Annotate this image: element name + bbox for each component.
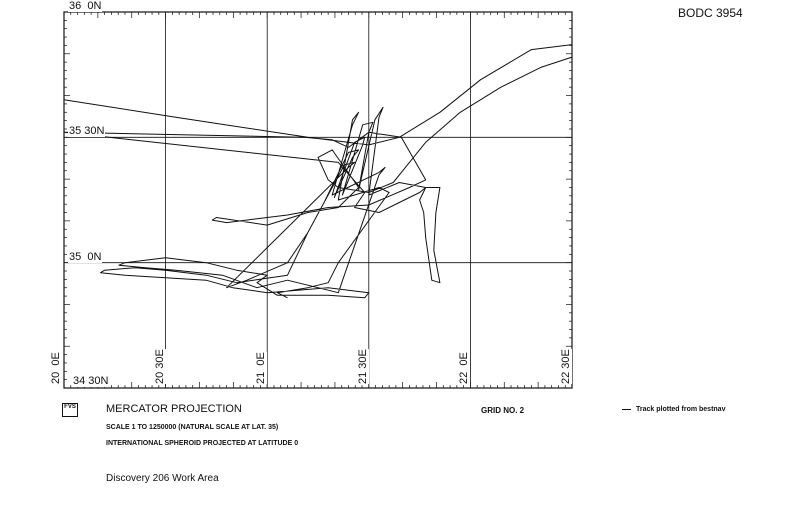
ship-track — [64, 45, 572, 298]
lon-label-20-0e: 20 0E — [50, 352, 62, 384]
fvs-logo: FVS — [62, 403, 78, 417]
lon-label-20-30e: 20 30E — [153, 349, 166, 384]
lon-label-21-30e: 21 30E — [356, 349, 369, 384]
map-frame — [64, 12, 572, 388]
grid-number: GRID NO. 2 — [481, 406, 525, 415]
legend-label: Track plotted from bestnav — [636, 406, 726, 413]
bodc-reference: BODC 3954 — [678, 6, 743, 20]
lon-label-22-30e: 22 30E — [560, 349, 572, 384]
lon-label-22-0e: 22 0E — [458, 352, 471, 384]
projection-title: MERCATOR PROJECTION — [106, 403, 242, 415]
lat-label-36-0n: 36 0N — [69, 0, 102, 12]
spheroid-note: INTERNATIONAL SPHEROID PROJECTED AT LATITUDE 0 — [106, 440, 299, 447]
legend — [622, 406, 725, 413]
lat-label-35-0n: 35 0N — [69, 250, 102, 263]
lat-label-34-30n: 34 30N — [73, 375, 109, 387]
graticule — [64, 12, 572, 388]
frame-ticks — [64, 12, 572, 388]
scale-note: SCALE 1 TO 1250000 (NATURAL SCALE AT LAT. 35) — [106, 424, 279, 431]
area-title: Discovery 206 Work Area — [106, 473, 219, 484]
legend-line-icon — [622, 409, 631, 410]
lat-label-35-30n: 35 30N — [69, 125, 105, 138]
lon-label-21-0e: 21 0E — [255, 352, 268, 384]
